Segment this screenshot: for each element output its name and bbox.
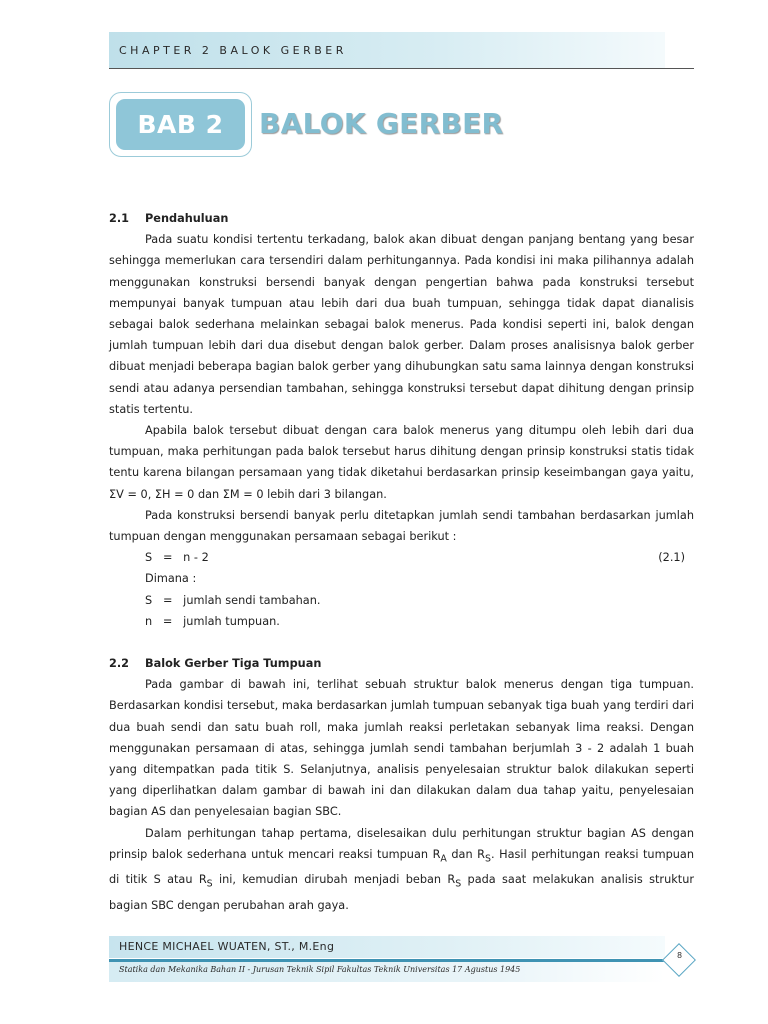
chapter-title: BALOK GERBER (259, 107, 504, 140)
page-number-diamond-icon (662, 943, 696, 977)
text-run: . Hasil perhitungan reaksi tumpuan di titik S atau R (109, 847, 694, 887)
paragraph: Pada konstruksi bersendi banyak perlu ditetapkan jumlah sendi tambahan berdasarkan jumlah tumpuan dengan menggunakan persamaan sebagai berikut : (109, 508, 694, 544)
chapter-badge-label: BAB 2 (137, 110, 224, 139)
subscript: S (455, 878, 462, 890)
paragraph: Apabila balok tersebut dibuat dengan cara balok menerus yang ditumpu oleh lebih dari dua tumpuan, maka perhitungan pada balok tersebut harus dihitung dengan prinsip konstruksi statis tidak tentu karena bilangan persamaan yang tidak diketahui berdasarkan prinsip keseimbangan gaya yaitu, ΣV = 0, ΣH = 0 dan ΣM = 0 lebih dari 3 bilangan. (109, 424, 694, 501)
text-run: pada saat melakukan analisis struktur bagian SBC dengan perubahan arah gaya. (109, 873, 694, 912)
text-run: dan R (446, 847, 486, 861)
header-divider (109, 68, 694, 69)
section-number: 2.2 (109, 657, 130, 671)
subscript: S (485, 853, 491, 865)
section-title: Balok Gerber Tiga Tumpuan (145, 657, 322, 671)
section-title: Pendahuluan (145, 212, 229, 225)
spacer (109, 632, 694, 653)
equation (109, 547, 694, 568)
paragraph (109, 823, 694, 916)
subscript: A (440, 853, 447, 865)
text-run: ini, kemudian dirubah menjadi beban R (212, 873, 456, 887)
equation-text: S = n - 2 (145, 551, 209, 565)
chapter-badge (116, 99, 245, 150)
paragraph: Pada gambar di bawah ini, terlihat sebuah struktur balok menerus dengan tiga tumpuan. Berdasarkan kondisi tersebut, maka berdasarkan jumlah tumpuan sebanyak tiga buah yang terdiri dari dua buah sendi dan satu buah roll, maka jumlah reaksi perletakan sebanyak lima reaksi. Dengan menggunakan persamaan di atas, sehingga jumlah sendi tambahan berjumlah 3 - 2 adalah 1 buah yang ditempatkan pada titik S. Selanjutnya, analisis penyelesaian struktur balok dilakukan seperti yang diperlihatkan dalam gambar di bawah ini dan dilakukan dalam dua tahap yaitu, penyelesaian bagian AS dan penyelesaian bagian SBC. (109, 678, 694, 819)
footer-author: HENCE MICHAEL WUATEN, ST., M.Eng (119, 940, 335, 953)
running-header: CHAPTER 2 BALOK GERBER (119, 44, 347, 57)
definition-n: n = jumlah tumpuan. (145, 614, 280, 628)
definition-s: S = jumlah sendi tambahan. (145, 593, 321, 607)
footer-course: Statika dan Mekanika Bahan II - Jurusan Teknik Sipil Fakultas Teknik Universitas 17 Agustus 1945 (119, 965, 521, 974)
equation-number: (2.1) (658, 551, 685, 565)
paragraph: Pada suatu kondisi tertentu terkadang, balok akan dibuat dengan panjang bentang yang besar sehingga memerlukan cara tersendiri dalam perhitungannya. Pada kondisi ini maka pilihannya adalah menggunakan konstruksi bersendi banyak dengan pengertian bahwa pada konstruksi tersebut mempunyai banyak tumpuan atau lebih dari dua buah tumpuan, sehingga tidak dapat dianalisis sebagai balok sederhana melainkan sebagai balok menerus. Pada kondisi seperti ini, balok dengan jumlah tumpuan lebih dari dua disebut dengan balok gerber. Dalam proses analisisnya balok gerber dibuat menjadi beberapa bagian balok gerber yang dihubungkan satu sama lainnya dengan konstruksi sendi atau adanya persendian tambahan, sehingga konstruksi tersebut dapat dihitung dengan prinsip statis tertentu. (109, 233, 694, 416)
section-number: 2.1 (109, 212, 130, 225)
section-heading (109, 208, 694, 229)
where-label: Dimana : (145, 572, 197, 586)
section-heading (109, 653, 694, 674)
body-content (109, 208, 694, 916)
page-number: 8 (676, 951, 683, 960)
subscript: S (206, 878, 213, 890)
text-run: Dalam perhitungan tahap pertama, diselesaikan dulu perhitungan struktur bagian AS dengan prinsip balok sederhana untuk mencari reaksi tumpuan R (109, 826, 694, 861)
